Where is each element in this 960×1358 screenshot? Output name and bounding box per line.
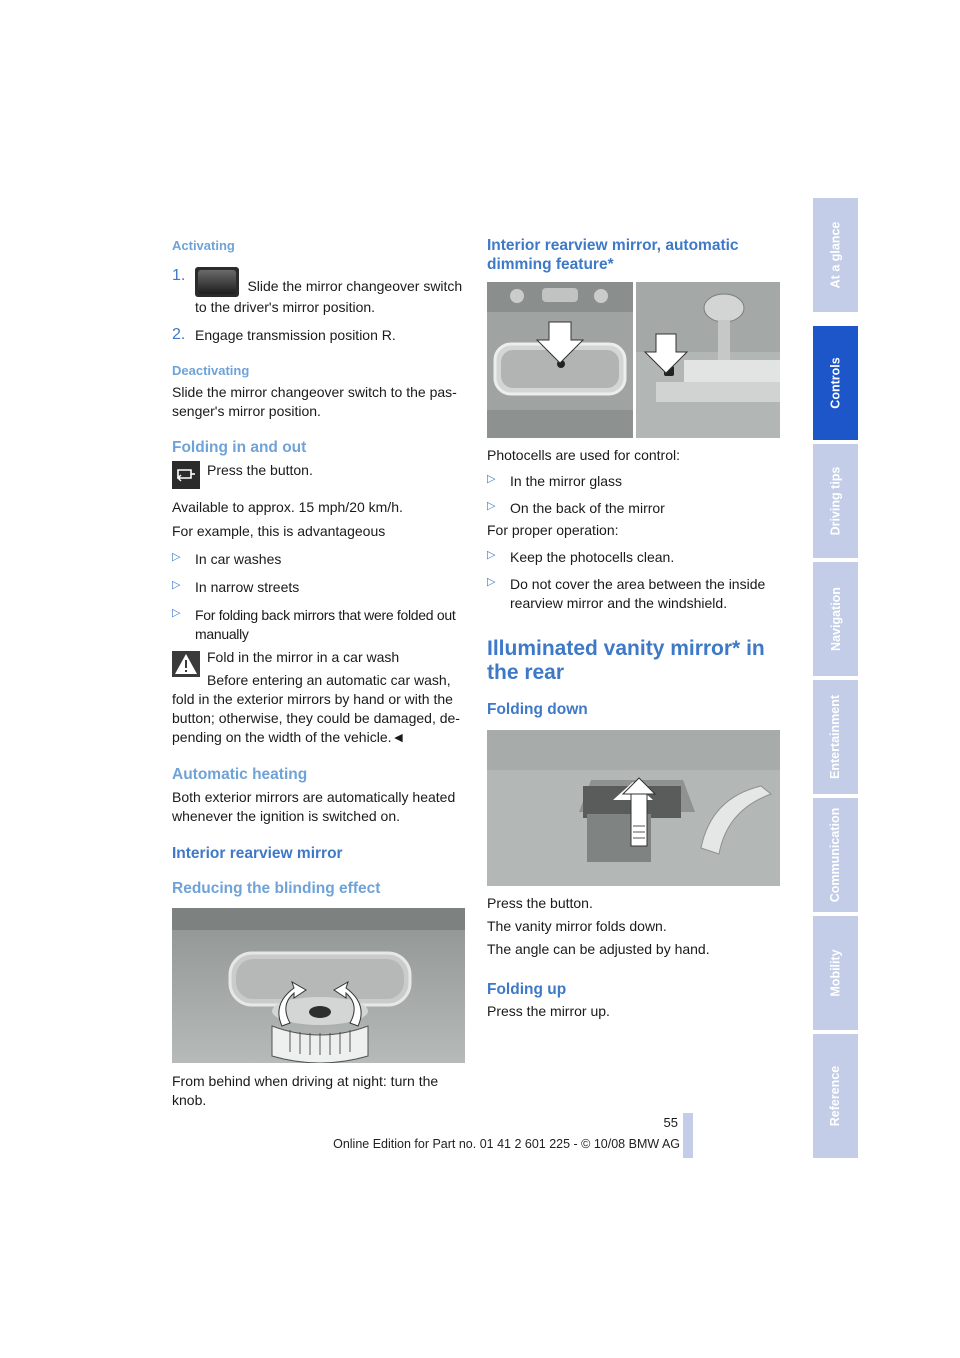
list-item	[487, 472, 780, 491]
mirror-switch-icon	[195, 267, 239, 297]
heating-text: Both exterior mirrors are automatically heated whenever the ignition is switched on.	[172, 789, 456, 824]
example-text: For example, this is advantageous	[172, 523, 386, 539]
warning-block	[172, 648, 465, 690]
tab-navigation[interactable]	[813, 562, 858, 676]
bullet-triangle-icon: ▷	[172, 607, 181, 619]
step-1-number: 1.	[172, 267, 186, 284]
tab-label: Reference	[828, 1065, 843, 1127]
deactivating-text: Slide the mirror changeover switch to the pas-senger's mirror position.	[172, 384, 457, 419]
step-1-continued: to the driver's mirror position.	[195, 299, 376, 315]
list-item-text: In narrow streets	[195, 579, 300, 595]
step-2-text: Engage transmission position R.	[195, 327, 396, 343]
dimming-photos	[487, 282, 780, 438]
step-1-text: Slide the mirror changeover switch	[247, 278, 463, 294]
interior-heading: Interior rearview mirror	[172, 845, 343, 862]
fu-text: Press the mirror up.	[487, 1003, 610, 1019]
bullet-triangle-icon: ▷	[172, 551, 181, 563]
folding-down-heading: Folding down	[487, 701, 588, 718]
list-item	[487, 499, 780, 518]
list-item	[172, 606, 465, 644]
bullet-triangle-icon: ▷	[487, 473, 496, 485]
step-2	[172, 326, 465, 345]
tab-communication[interactable]	[813, 798, 858, 912]
tab-label: Navigation	[828, 587, 843, 651]
list-item	[172, 578, 465, 597]
mirror-front-photo	[487, 282, 633, 438]
tab-label: Controls	[828, 357, 843, 409]
photocells-text: Photocells are used for control:	[487, 447, 680, 463]
heating-heading: Automatic heating	[172, 766, 308, 783]
list-item-text: In car washes	[195, 551, 282, 567]
warning-icon	[172, 651, 200, 679]
tab-label: At a glance	[828, 221, 843, 289]
left-column	[172, 236, 465, 1110]
deactivating-heading: Deactivating	[172, 363, 250, 378]
step-1	[172, 267, 465, 297]
bullet-triangle-icon: ▷	[487, 576, 496, 588]
vanity-mirror-photo	[487, 730, 780, 886]
list-item-text: Do not cover the area between the inside rearview mirror and the windshield.	[510, 576, 766, 611]
press-button-text: Press the button.	[207, 462, 313, 478]
footer-text: Online Edition for Part no. 01 41 2 601 225 - © 10/08 BMW AG	[333, 1137, 680, 1151]
list-item-text: Keep the photocells clean.	[510, 549, 675, 565]
right-column	[487, 236, 780, 1021]
tab-label: Communication	[828, 807, 843, 903]
bullet-triangle-icon: ▷	[487, 500, 496, 512]
fd-text-3: The angle can be adjusted by hand.	[487, 941, 710, 957]
proper-operation-text: For proper operation:	[487, 522, 619, 538]
page-number: 55	[663, 1115, 678, 1130]
warning-title: Fold in the mirror in a car wash	[207, 649, 400, 665]
fd-text-1: Press the button.	[487, 895, 593, 911]
tab-controls[interactable]	[813, 326, 858, 440]
tab-at-a-glance[interactable]	[813, 198, 858, 312]
list-item-text: On the back of the mirror	[510, 500, 665, 516]
bullet-triangle-icon: ▷	[172, 579, 181, 591]
dimming-heading: Interior rearview mirror, automatic dimming feature*	[487, 237, 739, 273]
folding-up-heading: Folding up	[487, 981, 567, 998]
bullet-triangle-icon: ▷	[487, 549, 496, 561]
list-item-text: For folding back mirrors that were folded out manually	[195, 607, 456, 642]
warning-text-2: fold in the exterior mirrors by hand or with the button; otherwise, they could be damaged, de-pending on the width of the vehicle.◄	[172, 691, 460, 745]
tab-label: Driving tips	[828, 466, 843, 536]
tab-label: Entertainment	[828, 694, 843, 780]
folding-heading: Folding in and out	[172, 439, 307, 456]
mirror-knob-photo	[172, 908, 465, 1063]
tab-entertainment[interactable]	[813, 680, 858, 794]
activating-heading: Activating	[172, 238, 235, 253]
tab-mobility[interactable]	[813, 916, 858, 1030]
blinding-heading: Reducing the blinding effect	[172, 880, 381, 897]
fd-text-2: The vanity mirror folds down.	[487, 918, 667, 934]
tab-driving-tips[interactable]	[813, 444, 858, 558]
list-item	[487, 575, 780, 613]
step-2-number: 2.	[172, 326, 186, 343]
mirror-fold-icon	[172, 461, 200, 489]
available-text: Available to approx. 15 mph/20 km/h.	[172, 499, 403, 515]
tab-reference[interactable]	[813, 1034, 858, 1158]
tab-label: Mobility	[828, 949, 843, 997]
warning-text-1: Before entering an automatic car wash,	[207, 672, 451, 688]
mirror-back-photo	[636, 282, 780, 438]
folding-button-row	[172, 461, 465, 489]
list-item	[487, 548, 780, 567]
knob-caption: From behind when driving at night: turn the knob.	[172, 1073, 439, 1108]
list-item	[172, 550, 465, 569]
list-item-text: In the mirror glass	[510, 473, 623, 489]
footer-bar	[683, 1113, 693, 1158]
vanity-heading: Illuminated vanity mirror* in the rear	[487, 637, 765, 684]
